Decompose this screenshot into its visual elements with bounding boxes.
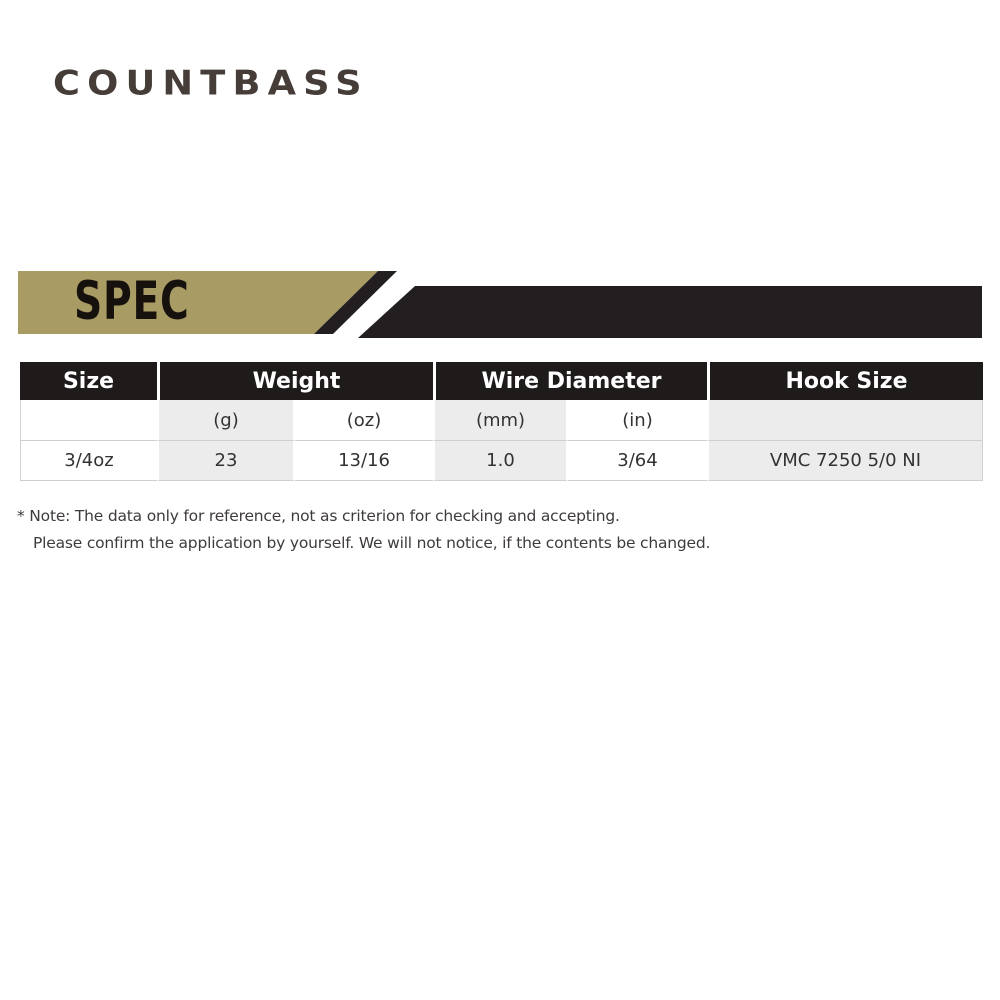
note-line-1: * Note: The data only for reference, not as criterion for checking and accepting. bbox=[17, 507, 620, 525]
table-header-hook-size: Hook Size bbox=[707, 362, 983, 400]
table-cell-hook-size: VMC 7250 5/0 NI bbox=[707, 441, 983, 481]
table-cell-weight-ounces: 13/16 bbox=[295, 441, 433, 481]
table-cell-weight-grams: 23 bbox=[157, 441, 295, 481]
table-header-size: Size bbox=[20, 362, 157, 400]
table-cell-wire-mm: 1.0 bbox=[433, 441, 568, 481]
table-cell-wire-in: 3/64 bbox=[568, 441, 707, 481]
table-subheader-millimeters: (mm) bbox=[433, 400, 568, 441]
table-subheader-ounces: (oz) bbox=[295, 400, 433, 441]
table-header-weight: Weight bbox=[157, 362, 433, 400]
table-subheader-grams: (g) bbox=[157, 400, 295, 441]
note bbox=[17, 503, 710, 557]
spec-banner-title: SPEC bbox=[74, 271, 190, 332]
table-header-wire-diameter: Wire Diameter bbox=[433, 362, 707, 400]
spec-banner bbox=[0, 271, 1000, 338]
table-subheader-inches: (in) bbox=[568, 400, 707, 441]
table-cell-size: 3/4oz bbox=[20, 441, 157, 481]
note-line-2: Please confirm the application by yourself. We will not notice, if the contents be changed. bbox=[33, 534, 711, 552]
spec-table bbox=[20, 362, 983, 481]
brand-logo: COUNTBASS bbox=[53, 64, 369, 103]
table-subheader-size-empty bbox=[20, 400, 157, 441]
table-subheader-hook-empty bbox=[707, 400, 983, 441]
